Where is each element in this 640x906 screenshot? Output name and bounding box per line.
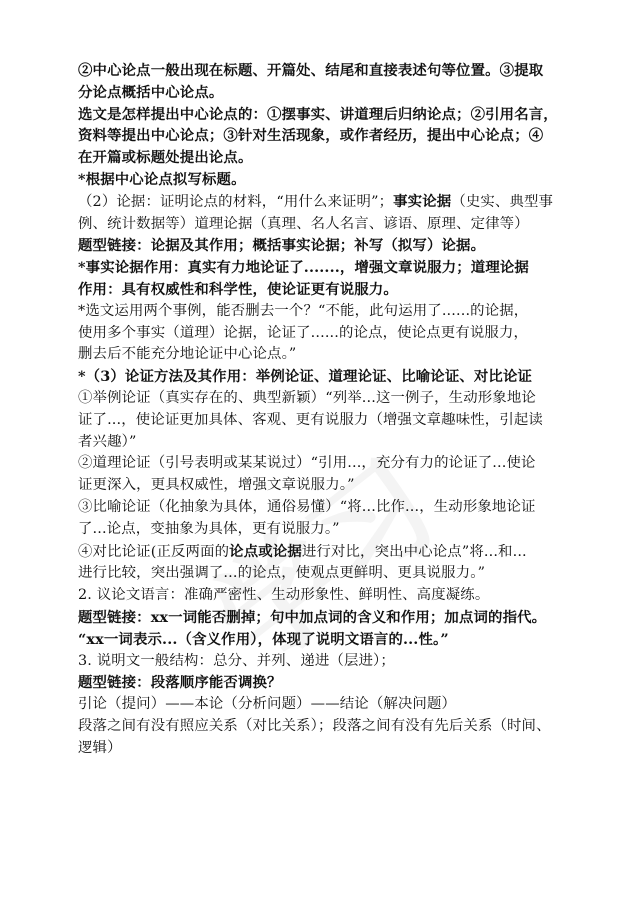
- text-line: 作用：具有权威性和科学性，使论证更有说服力。: [78, 280, 398, 298]
- text-line: 者兴趣）”: [78, 433, 137, 450]
- text-span: （2）论据：证明论点的材料，“用什么来证明”；: [78, 193, 394, 210]
- text-line: ①举例论证（真实存在的、典型新颖）“列举...这一例子，生动形象地论: [78, 389, 536, 406]
- text-line: 证了...，使论证更加具体、客观、更有说服力（增强文章趣味性，引起读: [78, 411, 543, 428]
- text-line: *事实论据作用：真实有力地论证了.......，增强文章说服力；道理论据: [78, 259, 529, 277]
- text-line: *选文运用两个事例，能否删去一个？“不能，此句运用了......的论据，: [78, 302, 529, 319]
- text-line: 题型链接：论据及其作用；概括事实论据；补写（拟写）论据。: [78, 237, 486, 255]
- text-span: ④对比论证(正反两面的: [78, 543, 230, 560]
- text-line: 例、统计数据等）道理论据（真理、名人名言、谚语、原理、定律等）: [78, 215, 529, 232]
- bold-term: 事实论据: [393, 192, 452, 210]
- text-line: [78, 191, 578, 214]
- text-line: ②道理论证（引号表明或某某说过）“引用...，充分有力的论证了...使论: [78, 455, 536, 472]
- text-span: （史实、典型事: [451, 193, 554, 210]
- text-line: [78, 541, 578, 564]
- text-line: “xx一词表示...（含义作用），体现了说明文语言的...性。”: [78, 630, 449, 648]
- text-line: 了...论点，变抽象为具体，更有说服力。”: [78, 520, 340, 537]
- text-line: 选文是怎样提出中心论点的：①摆事实、讲道理后归纳论点；②引用名言，: [78, 105, 558, 123]
- document-body: [78, 60, 578, 760]
- text-line: 分论点概括中心论点。: [78, 83, 224, 101]
- text-line: 逻辑）: [78, 739, 122, 756]
- text-line: 删去后不能充分地论证中心论点。”: [78, 346, 297, 363]
- text-line: *根据中心论点拟写标题。: [78, 170, 246, 188]
- text-line: ③比喻论证（化抽象为具体，通俗易懂）“将...比作...，生动形象地论证: [78, 498, 536, 515]
- text-line: 资料等提出中心论点；③针对生活现象，或作者经历，提出中心论点；④: [78, 127, 544, 145]
- text-line: 引论（提问）——本论（分析问题）——结论（解决问题）: [78, 696, 457, 713]
- text-line: 在开篇或标题处提出论点。: [78, 149, 253, 167]
- text-line: 段落之间有没有照应关系（对比关系）；段落之间有没有先后关系（时间、: [78, 717, 551, 734]
- text-line: 证更深入，更具权威性，增强文章说服力。”: [78, 477, 355, 494]
- text-line: 2. 议论文语言：准确严密性、生动形象性、鲜明性、高度凝练。: [78, 587, 490, 604]
- text-line: ②中心论点一般出现在标题、开篇处、结尾和直接表述句等位置。③提取: [78, 62, 544, 79]
- text-line: 进行比较，突出强调了...的论点，使观点更鲜明、更具说服力。”: [78, 565, 486, 582]
- text-span: 进行对比，突出中心论点”将...和...: [301, 543, 527, 560]
- text-line: 使用多个事实（道理）论据，论证了......的论点，使论点更有说服力，: [78, 324, 529, 341]
- text-line: 3. 说明文一般结构：总分、并列、递进（层进）；: [78, 652, 395, 669]
- bold-term: 论点或论据: [229, 542, 302, 560]
- text-line: 题型链接：xx一词能否删掉；句中加点词的含义和作用；加点词的指代。: [78, 608, 547, 626]
- text-line: *（3）论证方法及其作用：举例论证、道理论证、比喻论证、对比论证: [78, 368, 533, 386]
- text-line: 题型链接：段落顺序能否调换？: [78, 674, 282, 692]
